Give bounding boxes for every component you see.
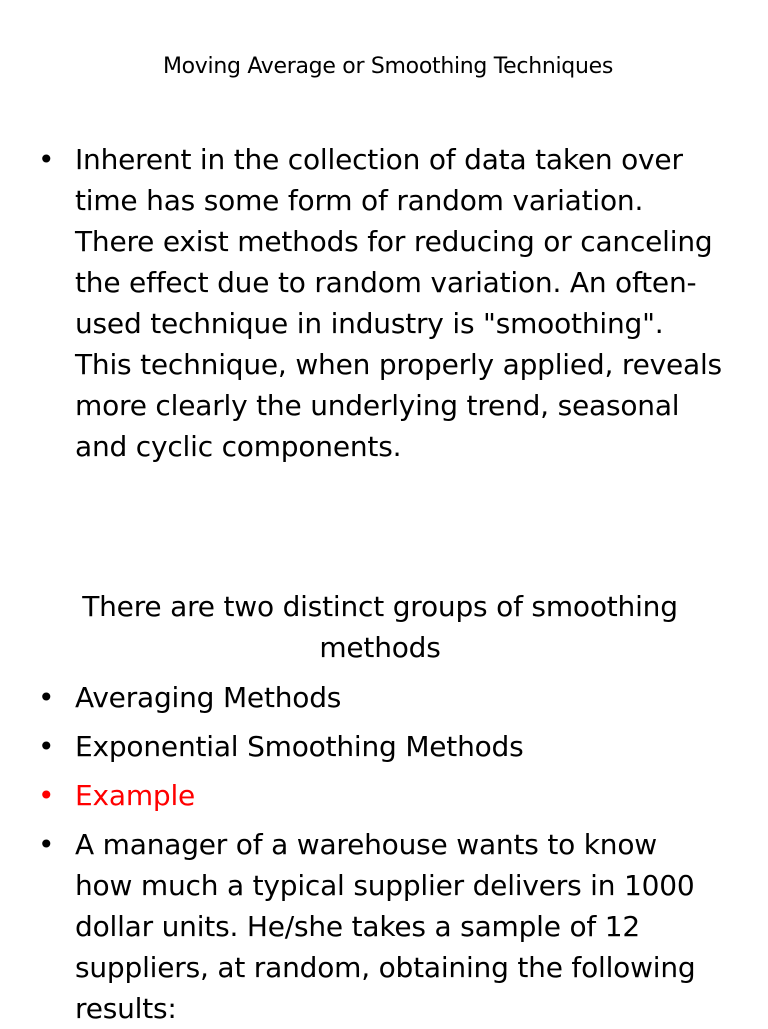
bullet-dot: • (38, 828, 55, 861)
bullet-dot: • (38, 730, 55, 763)
example-label: Example (75, 779, 196, 812)
example-text: A manager of a warehouse wants to know how much a typical supplier delivers in 1000 dollar units. He/she takes a sample of 12 suppliers, at random, obtaining the following results: (75, 828, 696, 1025)
bullet-manager-example (38, 824, 738, 1029)
slide-title: Moving Average or Smoothing Techniques (162, 54, 614, 79)
intro-text: Inherent in the collection of data taken over time has some form of random variation. There exist methods for reducing or canceling the effect due to random variation. An often- used technique in industry is "smoothing". This technique, when properly applied, reveals more clearly the underlying trend, seasonal and cyclic components. (75, 143, 722, 463)
bullet-dot: • (38, 681, 55, 714)
bullet-exponential-methods (38, 726, 738, 767)
groups-heading: There are two distinct groups of smoothing methods (82, 590, 678, 664)
bullet-averaging-methods (38, 677, 738, 718)
bullet-example (38, 775, 738, 816)
exponential-methods-text: Exponential Smoothing Methods (75, 730, 524, 763)
bullet-dot: • (38, 779, 55, 812)
bullet-dot: • (38, 143, 55, 176)
bullet-intro (38, 139, 738, 467)
averaging-methods-text: Averaging Methods (75, 681, 342, 714)
